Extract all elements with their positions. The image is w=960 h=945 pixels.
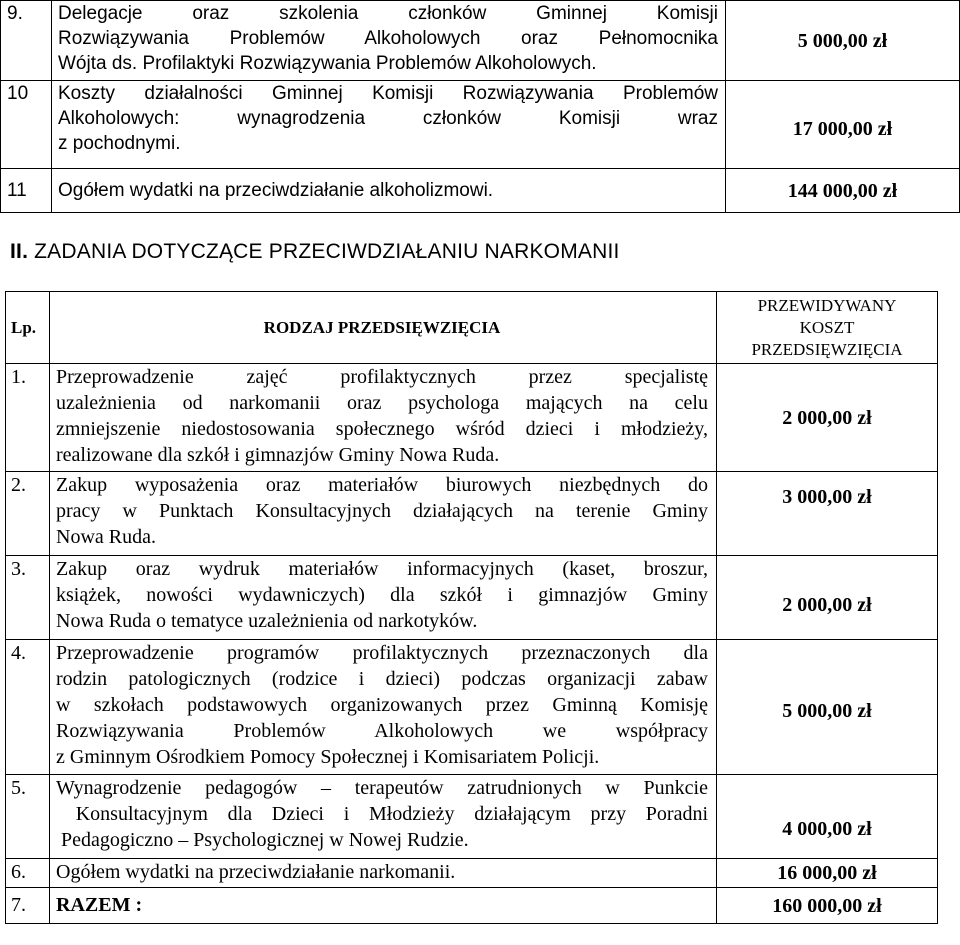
row-number: 7.: [6, 888, 50, 924]
header-cost-line: PRZEWIDYWANY: [757, 295, 897, 315]
description-line: książek, nowości wydawniczych) dla szkół i gimnazjów Gminy: [56, 584, 708, 606]
description-line: Pedagogiczno – Psychologicznej w Nowej Rudzie.: [56, 829, 469, 851]
description-line: Konsultacyjnym dla Dzieci i Młodzieży działającym przy Poradni: [56, 803, 708, 825]
table-row: [6, 775, 938, 859]
total-label: Ogółem wydatki na przeciwdziałanie alkoholizmowi.: [52, 169, 726, 213]
row-number: 11: [1, 169, 52, 213]
header-cost: [717, 292, 938, 364]
row-number: 5.: [6, 775, 50, 859]
total-row: [1, 169, 960, 213]
row-amount: 2 000,00 zł: [717, 364, 938, 472]
table-row: [6, 556, 938, 640]
subtotal-row: [6, 859, 938, 888]
grand-total-row: [6, 888, 938, 924]
description-line: realizowane dla szkół i gimnazjów Gminy Nowa Ruda.: [56, 444, 500, 466]
drug-prevention-table: [5, 291, 938, 924]
description-line: Wójta ds. Profilaktyki Rozwiązywania Problemów Alkoholowych.: [58, 53, 597, 74]
table-header-row: [6, 292, 938, 364]
row-description: Ogółem wydatki na przeciwdziałanie narkomanii.: [50, 859, 717, 888]
section-number: II.: [10, 240, 29, 263]
section-title: ZADANIA DOTYCZĄCE PRZECIWDZIAŁANIU NARKOMANII: [34, 240, 620, 263]
description-line: Rozwiązywania Problemów Alkoholowych we współpracy: [56, 720, 708, 742]
alcohol-expenses-table: [0, 0, 960, 213]
row-number: 3.: [6, 556, 50, 640]
row-number: 2.: [6, 472, 50, 556]
description-line: uzależnienia od narkomanii oraz psychologa mających na celu: [56, 392, 708, 414]
header-lp: Lp.: [6, 292, 50, 364]
description-line: z pochodnymi.: [58, 133, 181, 154]
row-amount: 3 000,00 zł: [717, 472, 938, 556]
description-line: z Gminnym Ośrodkiem Pomocy Społecznej i Komisariatem Policji.: [56, 746, 600, 768]
description-line: Wynagrodzenie pedagogów – terapeutów zatrudnionych w Punkcie: [56, 777, 708, 799]
description-line: Rozwiązywania Problemów Alkoholowych oraz Pełnomocnika: [58, 28, 718, 49]
section-heading: [10, 240, 620, 264]
header-cost-line: KOSZT: [799, 317, 855, 337]
description-line: Nowa Ruda.: [56, 526, 156, 548]
description-line: Delegacje oraz szkolenia członków Gminnej Komisji: [58, 3, 718, 24]
row-amount: 17 000,00 zł: [726, 81, 960, 169]
row-amount: 2 000,00 zł: [717, 556, 938, 640]
row-number: 1.: [6, 364, 50, 472]
row-number: 9.: [1, 1, 52, 81]
row-number: 4.: [6, 640, 50, 775]
row-description: [50, 364, 717, 472]
row-description: [50, 640, 717, 775]
description-line: Zakup wyposażenia oraz materiałów biurowych niezbędnych do: [56, 474, 708, 496]
description-line: Alkoholowych: wynagrodzenia członków Komisji wraz: [58, 108, 718, 129]
row-description: [50, 556, 717, 640]
table-row: [1, 1, 960, 81]
header-type: RODZAJ PRZEDSIĘWZIĘCIA: [50, 292, 717, 364]
row-description: [52, 81, 726, 169]
total-amount: 144 000,00 zł: [726, 169, 960, 213]
row-description: [52, 1, 726, 81]
table-row: [6, 472, 938, 556]
row-amount: 16 000,00 zł: [717, 859, 938, 888]
description-line: Przeprowadzenie zajęć profilaktycznych przez specjalistę: [56, 366, 708, 388]
row-amount: 160 000,00 zł: [717, 888, 938, 924]
row-amount: 5 000,00 zł: [717, 640, 938, 775]
row-number: 6.: [6, 859, 50, 888]
row-description: [50, 472, 717, 556]
header-cost-line: PRZEDSIĘWZIĘCIA: [751, 339, 903, 359]
description-line: rodzin patologicznych (rodzice i dzieci) podczas organizacji zabaw: [56, 668, 708, 690]
table-row: [1, 81, 960, 169]
description-line: Zakup oraz wydruk materiałów informacyjnych (kaset, broszur,: [56, 558, 708, 580]
description-line: pracy w Punktach Konsultacyjnych działających na terenie Gminy: [56, 500, 708, 522]
row-amount: 4 000,00 zł: [717, 775, 938, 859]
row-number: 10: [1, 81, 52, 169]
description-line: w szkołach podstawowych organizowanych przez Gminną Komisję: [56, 694, 708, 716]
table-row: [6, 364, 938, 472]
description-line: Nowa Ruda o tematyce uzależnienia od narkotyków.: [56, 610, 478, 632]
description-line: Przeprowadzenie programów profilaktycznych przeznaczonych dla: [56, 642, 708, 664]
row-description: RAZEM :: [50, 888, 717, 924]
description-line: Koszty działalności Gminnej Komisji Rozwiązywania Problemów: [58, 83, 718, 104]
description-line: zmniejszenie niedostosowania społecznego wśród dzieci i młodzieży,: [56, 418, 708, 440]
row-amount: 5 000,00 zł: [726, 1, 960, 81]
row-description: [50, 775, 717, 859]
table-row: [6, 640, 938, 775]
